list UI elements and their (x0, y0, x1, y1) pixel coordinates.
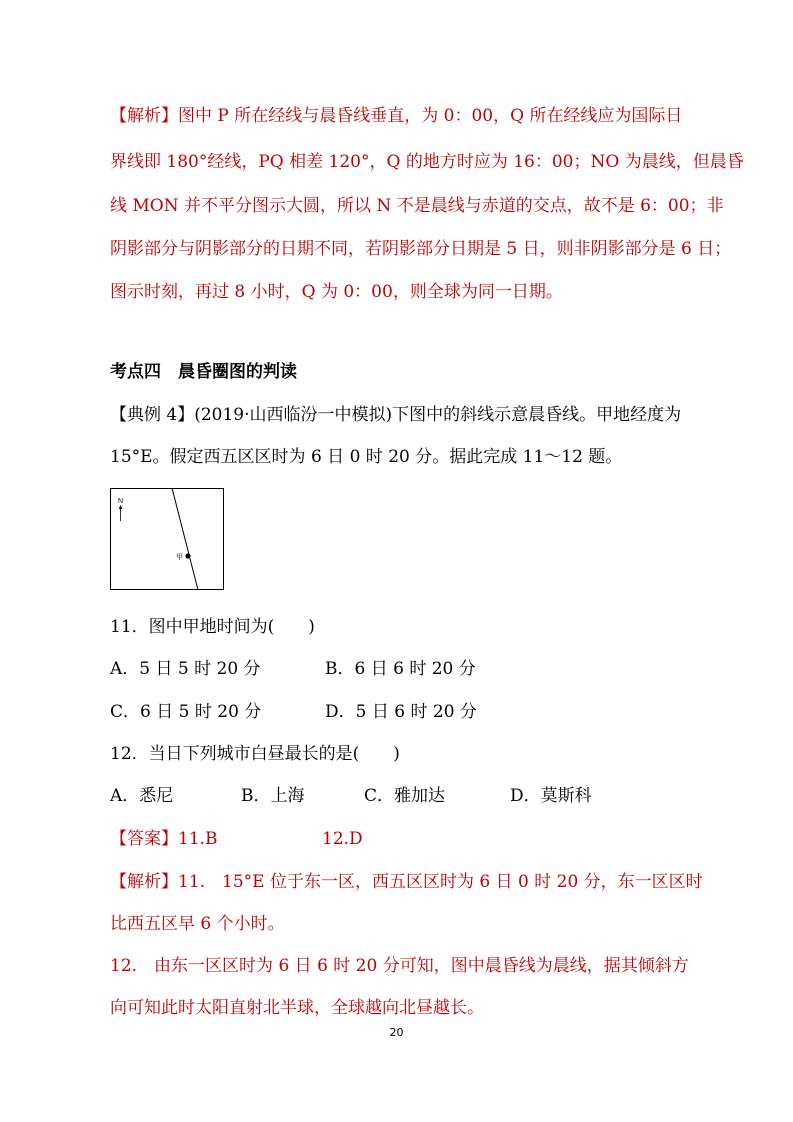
analysis2-line-2: 比西五区早 6 个小时。 (110, 914, 285, 934)
answer-12: 12.D (322, 829, 363, 849)
north-label: N (118, 498, 124, 505)
terminator-figure (110, 488, 224, 590)
q12-option-d: D．莫斯科 (510, 786, 592, 806)
q12-stem: 12．当日下列城市白昼最长的是( ) (110, 744, 400, 764)
point-jia (185, 553, 190, 558)
section-title: 考点四 晨昏圈图的判读 (110, 362, 297, 382)
example-line-2: 15°E。假定西五区区时为 6 日 0 时 20 分。据此完成 11～12 题。 (110, 447, 623, 467)
point-jia-label: 甲 (176, 553, 183, 561)
analysis1-line-1: 【解析】图中 P 所在经线与晨昏线垂直，为 0：00，Q 所在经线应为国际日 (110, 106, 683, 126)
q11-stem: 11．图中甲地时间为( ) (110, 617, 315, 637)
q11-option-c: C．6 日 5 时 20 分 (110, 702, 262, 722)
answer-label: 【答案】11.B (110, 829, 218, 849)
example-line-1: 【典例 4】(2019·山西临汾一中模拟)下图中的斜线示意晨昏线。甲地经度为 (110, 405, 682, 425)
analysis1-line-5: 图示时刻，再过 8 小时，Q 为 0：00，则全球为同一日期。 (110, 282, 563, 302)
figure-frame (111, 489, 224, 590)
analysis2-line-1: 【解析】11. 15°E 位于东一区，西五区区时为 6 日 0 时 20 分，东一区区时 (110, 872, 703, 892)
q11-option-a: A．5 日 5 时 20 分 (110, 659, 261, 679)
q11-option-b: B．6 日 6 时 20 分 (325, 659, 476, 679)
q12-option-b: B．上海 (241, 786, 305, 806)
analysis2-line-4: 向可知此时太阳直射北半球，全球越向北昼越长。 (110, 998, 484, 1018)
q12-option-c: C．雅加达 (364, 786, 446, 806)
analysis1-line-2: 界线即 180°经线，PQ 相差 120°，Q 的地方时应为 16：00；NO 为晨线，但晨昏 (110, 152, 744, 172)
analysis1-line-4: 阴影部分与阴影部分的日期不同，若阴影部分日期是 5 日，则非阴影部分是 6 日； (110, 239, 732, 259)
q11-option-d: D．5 日 6 时 20 分 (325, 702, 477, 722)
analysis1-line-3: 线 MON 并不平分图示大圆，所以 N 不是晨线与赤道的交点，故不是 6：00；非 (110, 196, 724, 216)
page-number: 20 (389, 1026, 404, 1039)
analysis2-line-3: 12. 由东一区区时为 6 日 6 时 20 分可知，图中晨昏线为晨线，据其倾斜方 (110, 956, 689, 976)
q12-option-a: A．悉尼 (110, 786, 174, 806)
